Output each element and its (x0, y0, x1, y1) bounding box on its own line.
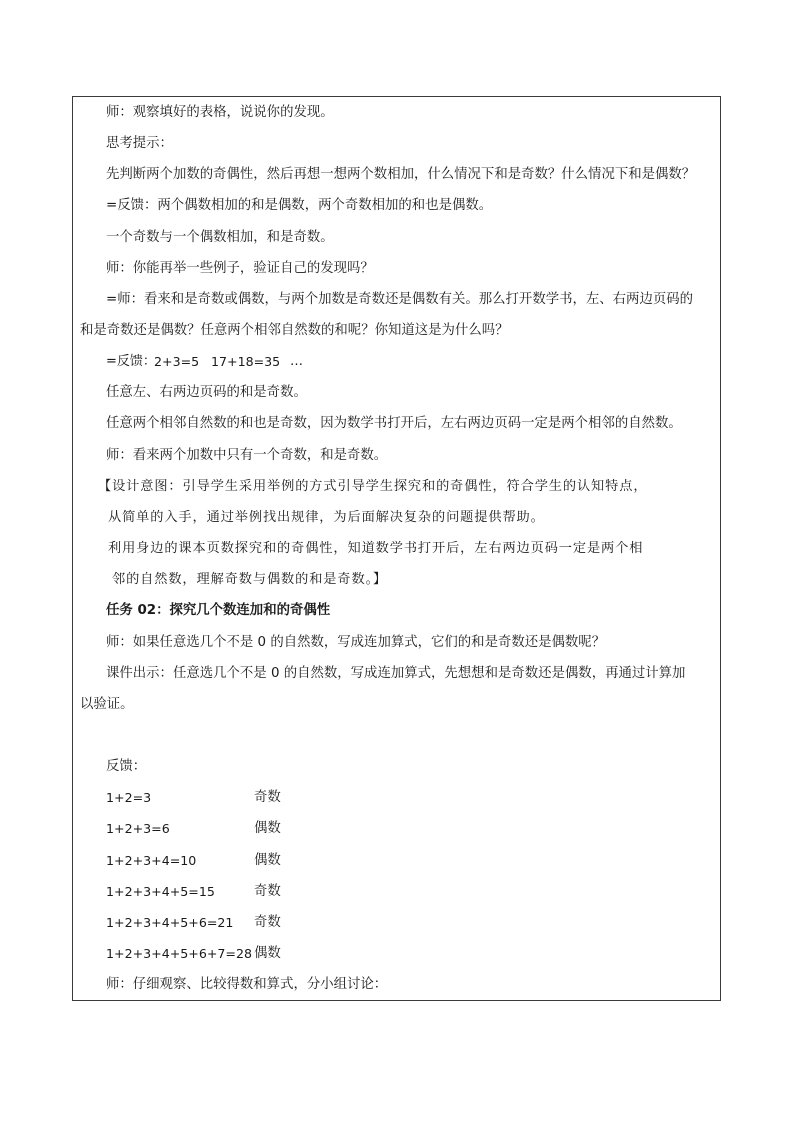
courseware-line-2: 以验证。 (80, 697, 134, 712)
feedback-line-1: =反馈：两个偶数相加的和是偶数，两个奇数相加的和也是偶数。 (106, 198, 493, 213)
hint-text: 先判断两个加数的奇偶性，然后再想一想两个数相加，什么情况下和是奇数？什么情况下和是偶数？ (106, 167, 696, 182)
teacher-observe-line: 师：观察填好的表格，说说你的发现。 (106, 105, 334, 120)
thinking-hint-label: 思考提示： (106, 136, 173, 151)
design-intent-line-3: 利用身边的课本页数探究和的奇偶性，知道数学书打开后，左右两边页码一定是两个相 (108, 541, 644, 556)
result-expression: 1+2+3=6 (106, 821, 170, 836)
teacher-book-question-line-2: 和是奇数还是偶数？任意两个相邻自然数的和呢？你知道这是为什么吗？ (80, 323, 509, 338)
feedback-example-1: 2+3=5 (154, 354, 200, 369)
feedback-ellipsis: … (290, 354, 303, 369)
design-intent-line-1: 【设计意图：引导学生采用举例的方式引导学生探究和的奇偶性，符合学生的认知特点， (98, 479, 648, 494)
page-sum-line: 任意左、右两边页码的和是奇数。 (106, 385, 307, 400)
courseware-line-1: 课件出示：任意选几个不是 0 的自然数，写成连加算式，先想想和是奇数还是偶数，再通过计算加 (106, 666, 686, 681)
result-expression: 1+2+3+4+5+6=21 (106, 915, 234, 930)
teacher-task-question: 师：如果任意选几个不是 0 的自然数，写成连加算式，它们的和是奇数还是偶数呢？ (106, 635, 606, 650)
task-02-heading: 任务 02：探究几个数连加和的奇偶性 (106, 603, 331, 618)
teacher-question-line: 师：你能再举一些例子，验证自己的发现吗？ (106, 261, 374, 276)
result-expression: 1+2+3+4=10 (106, 853, 197, 868)
teacher-conclusion-line: 师：看来两个加数中只有一个奇数，和是奇数。 (106, 448, 388, 463)
teacher-discussion-line: 师：仔细观察、比较得数和算式，分小组讨论： (106, 977, 388, 992)
result-parity: 偶数 (254, 821, 281, 836)
result-parity: 奇数 (254, 915, 281, 930)
feedback-label-3: 反馈： (106, 759, 147, 774)
odd-even-sum-line: 一个奇数与一个偶数相加，和是奇数。 (106, 230, 334, 245)
result-parity: 偶数 (254, 853, 281, 868)
teacher-book-question-line-1: =师：看来和是奇数或偶数，与两个加数是奇数还是偶数有关。那么打开数学书，左、右两边页码的 (106, 292, 694, 307)
result-expression: 1+2+3+4+5+6+7=28 (106, 946, 252, 961)
design-intent-line-2: 从简单的入手，通过举例找出规律，为后面解决复杂的问题提供帮助。 (108, 510, 545, 525)
result-expression: 1+2=3 (106, 790, 152, 805)
result-parity: 奇数 (254, 884, 281, 899)
result-parity: 奇数 (254, 790, 281, 805)
feedback-example-2: 17+18=35 (211, 354, 281, 369)
feedback-label-2: =反馈： (106, 354, 156, 369)
result-expression: 1+2+3+4+5=15 (106, 884, 215, 899)
design-intent-line-4: 邻的自然数，理解奇数与偶数的和是奇数。】 (112, 572, 388, 587)
result-parity: 偶数 (254, 946, 281, 961)
adjacent-sum-line: 任意两个相邻自然数的和也是奇数，因为数学书打开后，左右两边页码一定是两个相邻的自然数。 (106, 416, 682, 431)
